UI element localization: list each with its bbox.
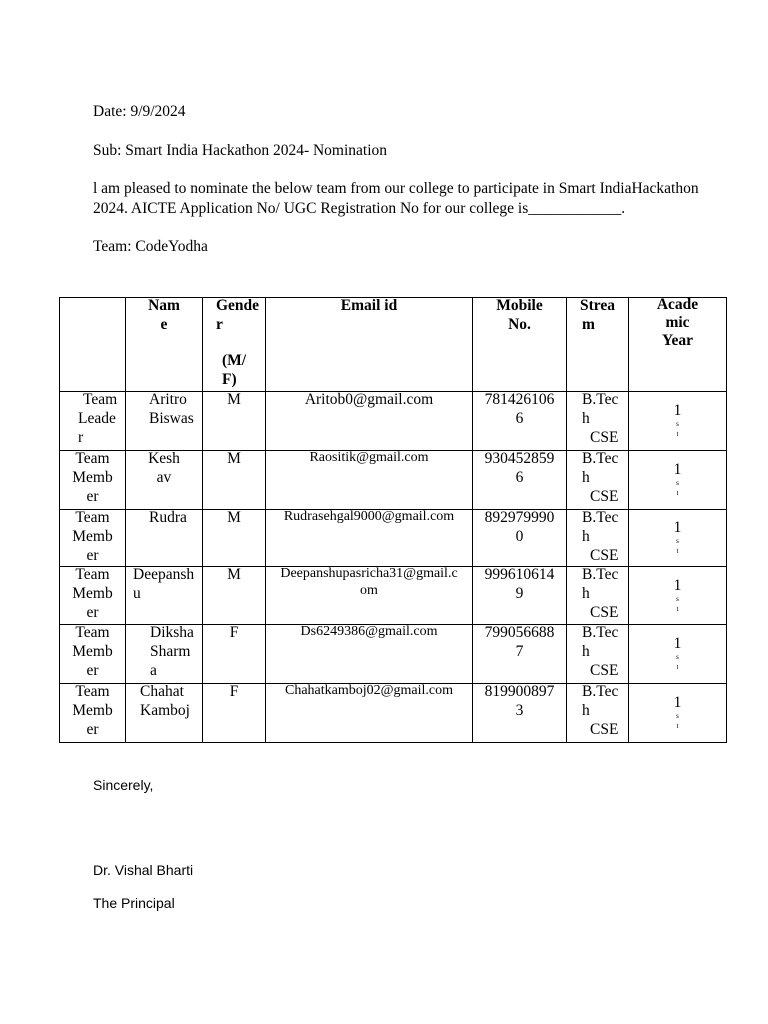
- stream-text-line: Strea: [580, 297, 616, 314]
- stream-text-line: CSE: [590, 429, 619, 446]
- row-year-cell: [629, 684, 727, 743]
- year-text-line: t: [676, 663, 679, 671]
- cell-text: [268, 392, 470, 410]
- row-gender-cell: [203, 625, 266, 684]
- stream-text-line: CSE: [590, 604, 619, 621]
- role-text-line: er: [86, 488, 99, 505]
- year-text-line: 1: [673, 576, 682, 594]
- cell-text: [150, 625, 200, 681]
- name-text-line: Kamboj: [140, 702, 190, 719]
- mobile-text-line: No.: [508, 316, 531, 333]
- name-text-line: Kesh: [148, 450, 180, 467]
- row-gender-cell: [203, 684, 266, 743]
- stream-text-line: h: [582, 643, 590, 660]
- year-text-line: Acade: [656, 297, 699, 313]
- email-text-line: Email id: [340, 297, 398, 314]
- row-role-cell: [60, 684, 126, 743]
- cell-text: [62, 684, 123, 740]
- row-name-cell: [126, 510, 203, 567]
- table-row: [60, 451, 727, 510]
- row-name-cell: [126, 392, 203, 451]
- row-year-cell: [629, 510, 727, 567]
- header-mobile-cell: [473, 298, 567, 392]
- year-text-line: t: [676, 489, 679, 497]
- cell-text: [62, 625, 123, 681]
- role-text-line: Memb: [72, 528, 113, 545]
- row-stream-cell: [567, 451, 629, 510]
- stream-text-line: CSE: [590, 547, 619, 564]
- stream-text-line: h: [582, 702, 590, 719]
- cell-text: [205, 392, 263, 410]
- row-email-cell: [266, 510, 473, 567]
- name-text-line: u: [133, 585, 141, 602]
- name-text-line: e: [160, 316, 168, 333]
- table-row: [60, 392, 727, 451]
- role-text-line: Team: [75, 683, 110, 700]
- row-role-cell: [60, 392, 126, 451]
- mobile-text-line: 999610614: [484, 566, 555, 583]
- role-text-line: Team: [75, 509, 110, 526]
- row-mobile-cell: [473, 392, 567, 451]
- gender-text-line: F: [229, 683, 239, 700]
- row-mobile-cell: [473, 567, 567, 625]
- row-email-cell: [266, 684, 473, 743]
- email-text-line: Aritob0@gmail.com: [304, 391, 434, 408]
- stream-text-line: h: [582, 469, 590, 486]
- row-stream-cell: [567, 510, 629, 567]
- cell-text: [268, 684, 470, 700]
- cell-text: [149, 510, 200, 528]
- email-text-line: om: [360, 583, 378, 598]
- letter-subject: Sub: Smart India Hackathon 2024- Nomination: [93, 142, 388, 159]
- cell-text: [149, 392, 200, 429]
- cell-text: [140, 684, 200, 721]
- row-email-cell: [266, 625, 473, 684]
- header-stream-cell: [567, 298, 629, 392]
- cell-text: [475, 298, 564, 335]
- cell-text: [62, 567, 123, 623]
- cell-text: [205, 684, 263, 702]
- cell-text: [631, 578, 724, 614]
- row-stream-cell: [567, 567, 629, 625]
- role-text-line: er: [86, 547, 99, 564]
- table-row: [60, 567, 727, 625]
- cell-text: [62, 510, 123, 566]
- cell-text: [631, 520, 724, 556]
- row-name-cell: [126, 684, 203, 743]
- cell-text: [475, 684, 564, 721]
- year-text-line: 1: [673, 694, 682, 711]
- role-text-line: r: [78, 429, 84, 446]
- body-line: l am pleased to nominate the below team from our college to participate in Smart IndiaHackathon: [93, 180, 699, 197]
- row-mobile-cell: [473, 451, 567, 510]
- cell-text: [268, 451, 470, 467]
- letter-date: Date: 9/9/2024: [93, 103, 186, 120]
- team-table: [59, 297, 727, 743]
- role-text-line: Memb: [72, 702, 113, 719]
- cell-text: [128, 298, 200, 335]
- cell-text: [475, 510, 564, 547]
- gender-text-line: M: [227, 391, 241, 408]
- name-text-line: Chahat: [140, 683, 184, 700]
- cell-text: [205, 625, 263, 643]
- mobile-text-line: 3: [515, 702, 524, 719]
- row-name-cell: [126, 451, 203, 510]
- cell-text: [128, 451, 200, 488]
- name-text-line: Nam: [148, 297, 180, 314]
- row-stream-cell: [567, 684, 629, 743]
- year-text-line: s: [676, 653, 679, 661]
- stream-text-line: h: [582, 410, 590, 427]
- role-text-line: er: [86, 721, 99, 738]
- mobile-text-line: 7: [515, 643, 524, 660]
- header-gender-cell: [203, 298, 266, 392]
- cell-text: [582, 510, 626, 566]
- role-text-line: Team: [75, 566, 110, 583]
- name-text-line: Diksha: [150, 624, 194, 641]
- stream-text-line: CSE: [590, 721, 619, 738]
- gender-text-line: M: [227, 509, 241, 526]
- table-body: [60, 392, 727, 743]
- gender-text-line: (M/: [222, 352, 247, 369]
- row-stream-cell: [567, 392, 629, 451]
- name-text-line: Biswas: [149, 410, 194, 427]
- cell-text: [582, 684, 626, 740]
- cell-text: [475, 451, 564, 488]
- gender-text-line: r: [216, 316, 223, 333]
- table-row: [60, 684, 727, 743]
- signatory-designation: The Principal: [93, 895, 175, 911]
- table-header-row: [60, 298, 727, 392]
- row-gender-cell: [203, 392, 266, 451]
- body-line: 2024. AICTE Application No/ UGC Registration No for our college is____________.: [93, 200, 626, 217]
- stream-text-line: h: [582, 528, 590, 545]
- year-text-line: s: [676, 537, 679, 545]
- email-text-line: Deepanshupasricha31@gmail.c: [280, 566, 458, 581]
- gender-text-line: Gende: [216, 297, 260, 314]
- row-year-cell: [629, 392, 727, 451]
- cell-text: [216, 298, 263, 390]
- row-name-cell: [126, 567, 203, 625]
- cell-text: [205, 451, 263, 469]
- table-row: [60, 510, 727, 567]
- table-header: [60, 298, 727, 392]
- cell-text: [580, 298, 626, 335]
- gender-text-line: F: [229, 624, 239, 641]
- email-text-line: Ds6249386@gmail.com: [300, 624, 438, 639]
- row-role-cell: [60, 510, 126, 567]
- gender-text-line: M: [227, 566, 241, 583]
- cell-text: [582, 625, 626, 681]
- row-mobile-cell: [473, 625, 567, 684]
- year-text-line: 1: [673, 519, 682, 536]
- year-text-line: s: [676, 479, 679, 487]
- name-text-line: a: [150, 662, 157, 679]
- cell-text: [582, 567, 626, 623]
- row-mobile-cell: [473, 684, 567, 743]
- stream-text-line: B.Tec: [582, 450, 619, 467]
- name-text-line: Deepansh: [133, 566, 195, 583]
- email-text-line: Chahatkamboj02@gmail.com: [284, 683, 454, 698]
- email-text-line: Raositik@gmail.com: [309, 450, 429, 465]
- name-text-line: Rudra: [149, 509, 187, 526]
- gender-text-line: F): [222, 371, 237, 388]
- name-text-line: av: [156, 469, 172, 486]
- letter-body: [93, 179, 699, 219]
- mobile-text-line: 781426106: [484, 391, 555, 408]
- year-text-line: s: [676, 420, 679, 428]
- role-text-line: Memb: [72, 585, 113, 602]
- table-row: [60, 625, 727, 684]
- cell-text: [631, 462, 724, 498]
- stream-text-line: m: [582, 316, 595, 333]
- row-email-cell: [266, 567, 473, 625]
- stream-text-line: B.Tec: [582, 566, 619, 583]
- mobile-text-line: 9: [515, 585, 524, 602]
- header-role-cell: [60, 298, 126, 392]
- mobile-text-line: Mobile: [496, 297, 543, 314]
- header-year-cell: [629, 298, 727, 392]
- gender-text-line: M: [227, 450, 241, 467]
- mobile-text-line: 819900897: [484, 683, 555, 700]
- stream-text-line: B.Tec: [582, 509, 619, 526]
- cell-text: [78, 392, 123, 448]
- signatory-name: Dr. Vishal Bharti: [93, 862, 194, 878]
- role-text-line: Memb: [72, 643, 113, 660]
- row-role-cell: [60, 567, 126, 625]
- stream-text-line: B.Tec: [582, 683, 619, 700]
- row-year-cell: [629, 451, 727, 510]
- cell-text: [62, 451, 123, 507]
- stream-text-line: h: [582, 585, 590, 602]
- stream-text-line: CSE: [590, 662, 619, 679]
- team-name-line: Team: CodeYodha: [93, 238, 208, 255]
- year-text-line: s: [676, 712, 679, 720]
- year-text-line: mic: [665, 314, 690, 331]
- cell-text: [582, 451, 626, 507]
- row-year-cell: [629, 625, 727, 684]
- year-text-line: s: [676, 594, 679, 603]
- mobile-text-line: 930452859: [484, 450, 555, 467]
- year-text-line: t: [676, 547, 679, 555]
- cell-text: [268, 625, 470, 641]
- cell-text: [268, 510, 470, 526]
- year-text-line: t: [676, 604, 679, 613]
- row-role-cell: [60, 451, 126, 510]
- closing-salutation: Sincerely,: [93, 777, 154, 793]
- role-text-line: er: [86, 604, 99, 621]
- row-role-cell: [60, 625, 126, 684]
- role-text-line: er: [86, 662, 99, 679]
- row-gender-cell: [203, 567, 266, 625]
- name-text-line: Sharm: [150, 643, 191, 660]
- cell-text: [582, 392, 626, 448]
- email-text-line: Rudrasehgal9000@gmail.com: [283, 509, 455, 524]
- cell-text: [475, 567, 564, 604]
- row-year-cell: [629, 567, 727, 625]
- cell-text: [205, 510, 263, 528]
- year-text-line: Year: [662, 332, 693, 349]
- row-gender-cell: [203, 451, 266, 510]
- year-text-line: 1: [673, 402, 682, 419]
- row-email-cell: [266, 451, 473, 510]
- role-text-line: Memb: [72, 469, 113, 486]
- row-stream-cell: [567, 625, 629, 684]
- header-name-cell: [126, 298, 203, 392]
- row-name-cell: [126, 625, 203, 684]
- stream-text-line: CSE: [590, 488, 619, 505]
- cell-text: [475, 392, 564, 429]
- mobile-text-line: 892979990: [484, 509, 555, 526]
- year-text-line: 1: [673, 461, 682, 478]
- cell-text: [631, 403, 724, 439]
- cell-text: [631, 636, 724, 672]
- cell-text: [631, 695, 724, 731]
- row-email-cell: [266, 392, 473, 451]
- cell-text: [631, 298, 724, 351]
- cell-text: [268, 567, 470, 600]
- mobile-text-line: 6: [515, 410, 524, 427]
- mobile-text-line: 799056688: [484, 624, 555, 641]
- mobile-text-line: 0: [515, 528, 524, 545]
- role-text-line: Team: [83, 391, 118, 408]
- year-text-line: t: [676, 722, 679, 730]
- role-text-line: Leade: [78, 410, 116, 427]
- header-email-cell: [266, 298, 473, 392]
- name-text-line: Aritro: [149, 391, 187, 408]
- mobile-text-line: 6: [515, 469, 524, 486]
- year-text-line: t: [676, 430, 679, 438]
- cell-text: [475, 625, 564, 662]
- cell-text: [133, 567, 200, 604]
- row-gender-cell: [203, 510, 266, 567]
- stream-text-line: B.Tec: [582, 391, 619, 408]
- role-text-line: Team: [75, 450, 110, 467]
- cell-text: [268, 298, 470, 316]
- year-text-line: 1: [673, 635, 682, 652]
- role-text-line: Team: [75, 624, 110, 641]
- stream-text-line: B.Tec: [582, 624, 619, 641]
- cell-text: [205, 567, 263, 585]
- row-mobile-cell: [473, 510, 567, 567]
